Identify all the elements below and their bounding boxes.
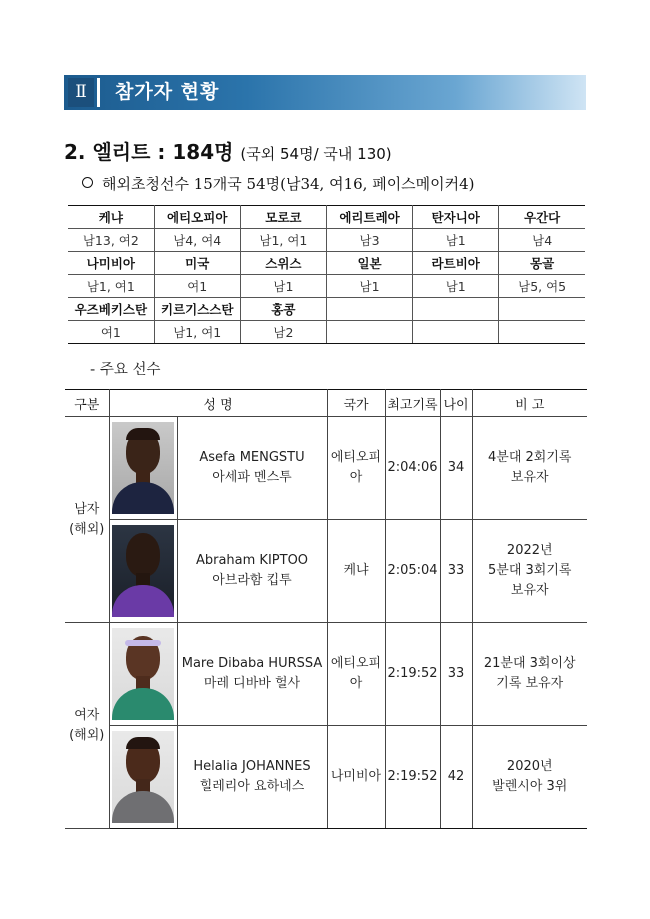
country-name xyxy=(413,298,499,321)
athlete-photo-cell xyxy=(109,417,177,520)
country-count: 남1, 여1 xyxy=(68,275,154,298)
athlete-shirt xyxy=(112,482,174,514)
country-name: 우간다 xyxy=(499,206,585,229)
athlete-head xyxy=(126,533,160,577)
country-count-row xyxy=(68,321,585,344)
athlete-name-ko: 힐레리아 요하네스 xyxy=(199,779,305,794)
category-label: 여자 xyxy=(74,707,100,723)
country-name: 에티오피아 xyxy=(154,206,240,229)
athlete-country: 케냐 xyxy=(327,520,385,623)
country-count xyxy=(413,321,499,344)
country-count: 남1 xyxy=(240,275,326,298)
athlete-row xyxy=(65,520,587,623)
country-name: 홍콩 xyxy=(240,298,326,321)
note-line: 5분대 3회기록 xyxy=(488,563,572,578)
athlete-photo xyxy=(112,731,174,823)
key-athletes-label: - 주요 선수 xyxy=(90,362,161,378)
section-number: Ⅱ xyxy=(68,78,94,107)
athlete-record: 2:19:52 xyxy=(385,726,440,829)
athlete-note xyxy=(472,726,587,829)
note-line: 21분대 3회이상 xyxy=(483,656,576,671)
country-name: 키르기스스탄 xyxy=(154,298,240,321)
country-count xyxy=(499,321,585,344)
athlete-age: 33 xyxy=(440,520,472,623)
athlete-photo xyxy=(112,525,174,617)
note-line: 보유자 xyxy=(510,583,549,598)
country-name: 라트비아 xyxy=(413,252,499,275)
athlete-name-ko: 마레 디바바 헐사 xyxy=(203,676,301,691)
country-count: 여1 xyxy=(68,321,154,344)
athlete-record: 2:19:52 xyxy=(385,623,440,726)
invited-athletes-bullet xyxy=(82,173,475,194)
note-line: 4분대 2회기록 xyxy=(488,450,572,465)
circle-bullet-icon xyxy=(82,177,93,188)
country-name-row xyxy=(68,206,585,229)
country-count: 남3 xyxy=(326,229,412,252)
athlete-table xyxy=(65,389,587,829)
athlete-shirt xyxy=(112,791,174,823)
athlete-name-ko: 아브라함 킵투 xyxy=(212,573,292,588)
athlete-shirt xyxy=(112,688,174,720)
athlete-photo-cell xyxy=(109,520,177,623)
country-count-row xyxy=(68,275,585,298)
header-note: 비 고 xyxy=(472,390,587,417)
elite-heading-sub: (국외 54명/ 국내 130) xyxy=(240,145,392,163)
country-name: 우즈베키스탄 xyxy=(68,298,154,321)
note-line: 기록 보유자 xyxy=(496,676,564,691)
athlete-photo xyxy=(112,628,174,720)
country-count: 남4 xyxy=(499,229,585,252)
athlete-row xyxy=(65,726,587,829)
category-sublabel: (해외) xyxy=(69,727,105,743)
header-name: 성 명 xyxy=(109,390,327,417)
athlete-name-en: Helalia JOHANNES xyxy=(193,759,311,774)
header-category: 구분 xyxy=(65,390,109,417)
athlete-name-cell xyxy=(177,623,327,726)
country-count xyxy=(326,321,412,344)
athlete-hair xyxy=(126,428,160,440)
country-count: 남13, 여2 xyxy=(68,229,154,252)
country-name xyxy=(326,298,412,321)
country-name xyxy=(499,298,585,321)
country-count: 남2 xyxy=(240,321,326,344)
country-name: 에리트레아 xyxy=(326,206,412,229)
athlete-photo-cell xyxy=(109,623,177,726)
athlete-name-ko: 아세파 멘스투 xyxy=(212,470,292,485)
country-name: 케냐 xyxy=(68,206,154,229)
country-name: 일본 xyxy=(326,252,412,275)
section-title: 참가자 현황 xyxy=(115,81,220,103)
country-count: 남1, 여1 xyxy=(240,229,326,252)
note-line: 발렌시아 3위 xyxy=(492,779,568,794)
country-count: 남5, 여5 xyxy=(499,275,585,298)
elite-heading-main: 2. 엘리트 : 184명 xyxy=(64,140,234,164)
country-name-row xyxy=(68,298,585,321)
country-name: 모로코 xyxy=(240,206,326,229)
country-count: 남1 xyxy=(413,229,499,252)
header-country: 국가 xyxy=(327,390,385,417)
athlete-note xyxy=(472,623,587,726)
country-count-row xyxy=(68,229,585,252)
athlete-row xyxy=(65,623,587,726)
invited-athletes-text: 해외초청선수 15개국 54명(남34, 여16, 페이스메이커4) xyxy=(102,175,475,193)
note-line: 보유자 xyxy=(510,470,549,485)
athlete-photo xyxy=(112,422,174,514)
athlete-name-cell xyxy=(177,726,327,829)
athlete-country: 나미비아 xyxy=(327,726,385,829)
note-line: 2020년 xyxy=(506,759,553,774)
country-count: 여1 xyxy=(154,275,240,298)
header-age: 나이 xyxy=(440,390,472,417)
athlete-table-header xyxy=(65,390,587,417)
athlete-age: 33 xyxy=(440,623,472,726)
note-line: 2022년 xyxy=(506,543,553,558)
athlete-country: 에티오피아 xyxy=(327,417,385,520)
athlete-headband xyxy=(125,640,161,646)
category-cell-women xyxy=(65,623,109,829)
category-cell-men xyxy=(65,417,109,623)
athlete-name-en: Mare Dibaba HURSSA xyxy=(181,656,323,671)
country-name: 몽골 xyxy=(499,252,585,275)
athlete-age: 42 xyxy=(440,726,472,829)
country-count: 남1 xyxy=(326,275,412,298)
athlete-note xyxy=(472,417,587,520)
country-count: 남4, 여4 xyxy=(154,229,240,252)
country-name: 미국 xyxy=(154,252,240,275)
section-number-divider xyxy=(97,78,100,107)
athlete-name-en: Abraham KIPTOO xyxy=(195,553,309,568)
country-name: 탄자니아 xyxy=(413,206,499,229)
category-label: 남자 xyxy=(74,501,100,517)
country-count: 남1, 여1 xyxy=(154,321,240,344)
country-name: 스위스 xyxy=(240,252,326,275)
athlete-name-cell xyxy=(177,520,327,623)
athlete-name-cell xyxy=(177,417,327,520)
athlete-photo-cell xyxy=(109,726,177,829)
athlete-name-en: Asefa MENGSTU xyxy=(199,450,305,465)
country-name-row xyxy=(68,252,585,275)
athlete-age: 34 xyxy=(440,417,472,520)
elite-heading xyxy=(64,136,392,165)
country-table xyxy=(68,205,585,344)
header-record: 최고기록 xyxy=(385,390,440,417)
country-name: 나미비아 xyxy=(68,252,154,275)
athlete-shirt xyxy=(112,585,174,617)
athlete-country: 에티오피아 xyxy=(327,623,385,726)
category-sublabel: (해외) xyxy=(69,521,105,537)
athlete-record: 2:05:04 xyxy=(385,520,440,623)
country-count: 남1 xyxy=(413,275,499,298)
athlete-note xyxy=(472,520,587,623)
athlete-record: 2:04:06 xyxy=(385,417,440,520)
athlete-row xyxy=(65,417,587,520)
athlete-hair xyxy=(126,737,160,749)
